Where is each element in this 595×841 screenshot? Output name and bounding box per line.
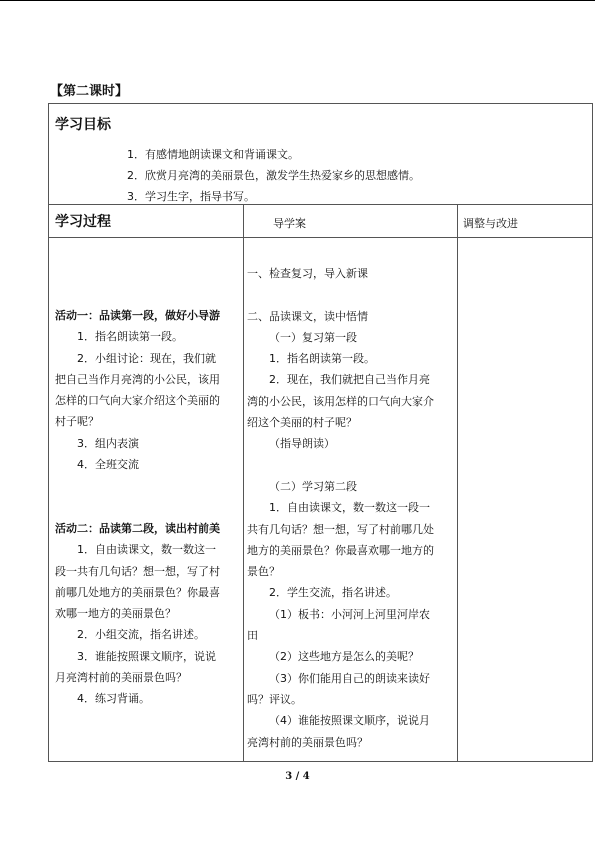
guide-column [247,263,452,753]
activity-line: 段一共有几句话？想一想，写了村 [55,564,220,578]
goals-box [48,103,593,205]
guide-line: 绍这个美丽的村子呢？ [247,416,357,430]
activity-line: 村子呢？ [55,415,99,429]
activity-line: 1．自由读课文，数一数这一 [77,543,216,557]
activity-line: 前哪几处地方的美丽景色？你最喜 [55,585,220,599]
lesson-title: 【第二课时】 [50,84,129,99]
activity-line: 把自己当作月亮湾的小公民，该用 [55,372,220,386]
activity-line: 4．全班交流 [77,458,139,472]
activity-line: 3．组内表演 [77,436,139,450]
process-heading: 学习过程 [55,214,111,230]
column-divider [457,205,458,761]
guide-section: 一、检查复习，导入新课 [247,267,368,280]
process-table [48,204,593,762]
activity-line: 怎样的口气向大家介绍这个美丽的 [55,394,220,408]
header-rule [0,0,595,1]
guide-line: 湾的小公民，该用怎样的口气向大家介 [247,394,434,408]
goals-heading: 学习目标 [55,117,111,133]
goal-item: 1．有感情地朗读课文和背诵课文。 [127,148,299,161]
activity-line: 月亮湾村前的美丽景色吗？ [55,671,187,685]
page-number: 3 / 4 [285,771,310,782]
guide-line: （2）这些地方是怎么的美呢？ [269,650,419,664]
activity-title: 活动一：品读第一段，做好小导游 [55,309,220,322]
guide-heading: 导学案 [273,217,306,230]
guide-line: 田 [247,629,258,643]
guide-section: 二、品读课文，读中悟情 [247,309,368,323]
guide-line: 吗？评议。 [247,692,302,706]
guide-line: 景色？ [247,565,280,579]
guide-subtitle: （一）复习第一段 [269,330,357,344]
activity-line: 欢哪一地方的美丽景色？ [55,607,176,621]
guide-line: 地方的美丽景色？你最喜欢哪一地方的 [247,543,434,557]
guide-subtitle: （二）学习第二段 [269,479,357,493]
activities-column [55,305,237,710]
guide-line: 2．学生交流，指名讲述。 [269,586,397,600]
activity-title: 活动二：品读第二段，读出村前美 [55,521,220,535]
adjust-heading: 调整与改进 [463,217,518,230]
activity-line: 1．指名朗读第一段。 [77,330,183,344]
guide-line: 1．自由读课文，数一数这一段一 [269,501,430,515]
goals-list [127,144,420,207]
guide-line: 亮湾村前的美丽景色吗？ [247,735,368,749]
activity-line: 3．谁能按照课文顺序，说说 [77,649,216,663]
goal-item: 3．学习生字，指导书写。 [127,190,255,203]
header-divider [49,237,592,238]
activity-line: 4．练习背诵。 [77,692,150,706]
guide-line: （3）你们能用自己的朗读来读好 [269,671,430,685]
column-divider [243,205,244,761]
guide-line: （1）板书：小河河上河里河岸农 [269,607,430,621]
guide-line: 共有几句话？想一想，写了村前哪几处 [247,522,434,536]
activity-line: 2．小组交流，指名讲述。 [77,628,205,642]
activity-line: 2．小组讨论：现在，我们就 [77,351,216,365]
guide-line: （4）谁能按照课文顺序，说说月 [269,714,430,728]
guide-line: 2．现在，我们就把自己当作月亮 [269,373,430,387]
goal-item: 2．欣赏月亮湾的美丽景色，激发学生热爱家乡的思想感情。 [127,169,420,182]
guide-line: 1．指名朗读第一段。 [269,352,375,366]
guide-line: （指导朗读） [269,437,335,451]
